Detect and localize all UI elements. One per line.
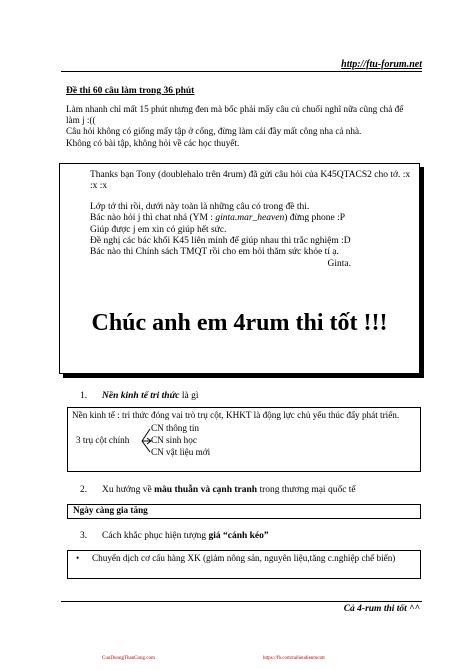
header-divider [61, 71, 422, 72]
question-keyword: giá “cánh kéo” [208, 531, 269, 541]
tree-branch: CN thông tin [151, 423, 199, 434]
intro-line: Không có bài tập, không hỏi về các học thuyết. [66, 137, 240, 148]
message-line: Lớp tớ thi rồi, dưới này toàn là những câu có trong đề thi. [90, 201, 310, 212]
answer-box-2 [67, 504, 421, 519]
question-2 [80, 485, 356, 495]
question-keyword: mâu thuẫn và cạnh tranh [154, 485, 258, 495]
site-url[interactable]: http://ftu-forum.net [341, 59, 422, 70]
question-1 [80, 391, 198, 401]
answer-box-1 [67, 407, 421, 472]
tree-branch: CN vật liệu mới [151, 447, 211, 458]
question-text: trong thương mại quốc tế [257, 485, 356, 495]
signature: Ginta. [327, 258, 351, 269]
answer-text: Nền kinh tế : tri thức đóng vai trò trụ cột, KHKT là động lực chủ yếu thúc đẩy phát triển. [72, 410, 400, 420]
question-3 [80, 531, 269, 541]
question-keyword: Nền kinh tế tri thức [102, 391, 180, 401]
question-text: Cách khắc phục hiện tượng [102, 531, 209, 541]
question-number: 2. [80, 485, 88, 495]
message-line: Bác nào thi Chính sách TMQT rồi cho em hỏi thăm sức khỏe tí ạ. [90, 247, 339, 258]
pillar-tree [68, 423, 420, 463]
intro-line: Câu hỏi không có giống mấy tập ở cổng, đừng làm cái đầy mất công nha cả nhà. [66, 126, 362, 137]
tree-root: 3 trụ cột chính [76, 435, 130, 446]
question-text: Xu hướng về [102, 485, 155, 495]
bullet-icon: • [76, 553, 80, 563]
question-text: là gì [179, 391, 199, 401]
tree-arrows [68, 423, 420, 463]
intro-paragraph [66, 104, 418, 149]
answer-text: Chuyển dịch cơ cấu hàng XK (giảm nông sản, nguyên liệu,tăng c.nghiệp chế biến) [92, 553, 396, 563]
slogan: Chúc anh em 4rum thi tốt !!! [91, 310, 388, 336]
message-line: Đề nghị các bác khối K45 liên minh để giúp nhau thi trắc nghiệm :D [90, 236, 351, 247]
question-number: 3. [80, 531, 88, 541]
footer-watermark-right[interactable]: https://fb.com/tailieudientucntt [263, 656, 325, 661]
message-box [59, 163, 420, 374]
thanks-line: Thanks bạn Tony (doublehalo trên 4rum) đã gửi câu hỏi của K45QTACS2 cho tớ. :x :x :x [90, 170, 411, 192]
question-number: 1. [80, 391, 88, 401]
message-line: Giúp được j em xin có giúp hết sức. [90, 224, 227, 235]
tree-branch: CN sinh học [151, 435, 197, 446]
footer-watermark-left[interactable]: CuuDuongThanCong.com [102, 656, 155, 661]
answer-text: Ngày càng gia tăng [73, 505, 148, 515]
answer-box-3 [67, 550, 421, 579]
message-line-ym: Bác nào hỏi j thì chat nhá (YM : ginta.mar_heaven) đừng phone :P [90, 213, 346, 224]
ym-handle: ginta.mar_heaven [215, 213, 285, 224]
document-title: Đề thi 60 câu làm trong 36 phút [66, 86, 195, 96]
footer-tagline: Cả 4-rum thi tốt ^^ [343, 604, 420, 614]
footer-divider [61, 601, 422, 602]
intro-line: Làm nhanh chỉ mất 15 phút nhưng đen mà bốc phải mấy câu củ chuối nghĩ nữa cũng chả để làm j :(( [66, 104, 404, 126]
